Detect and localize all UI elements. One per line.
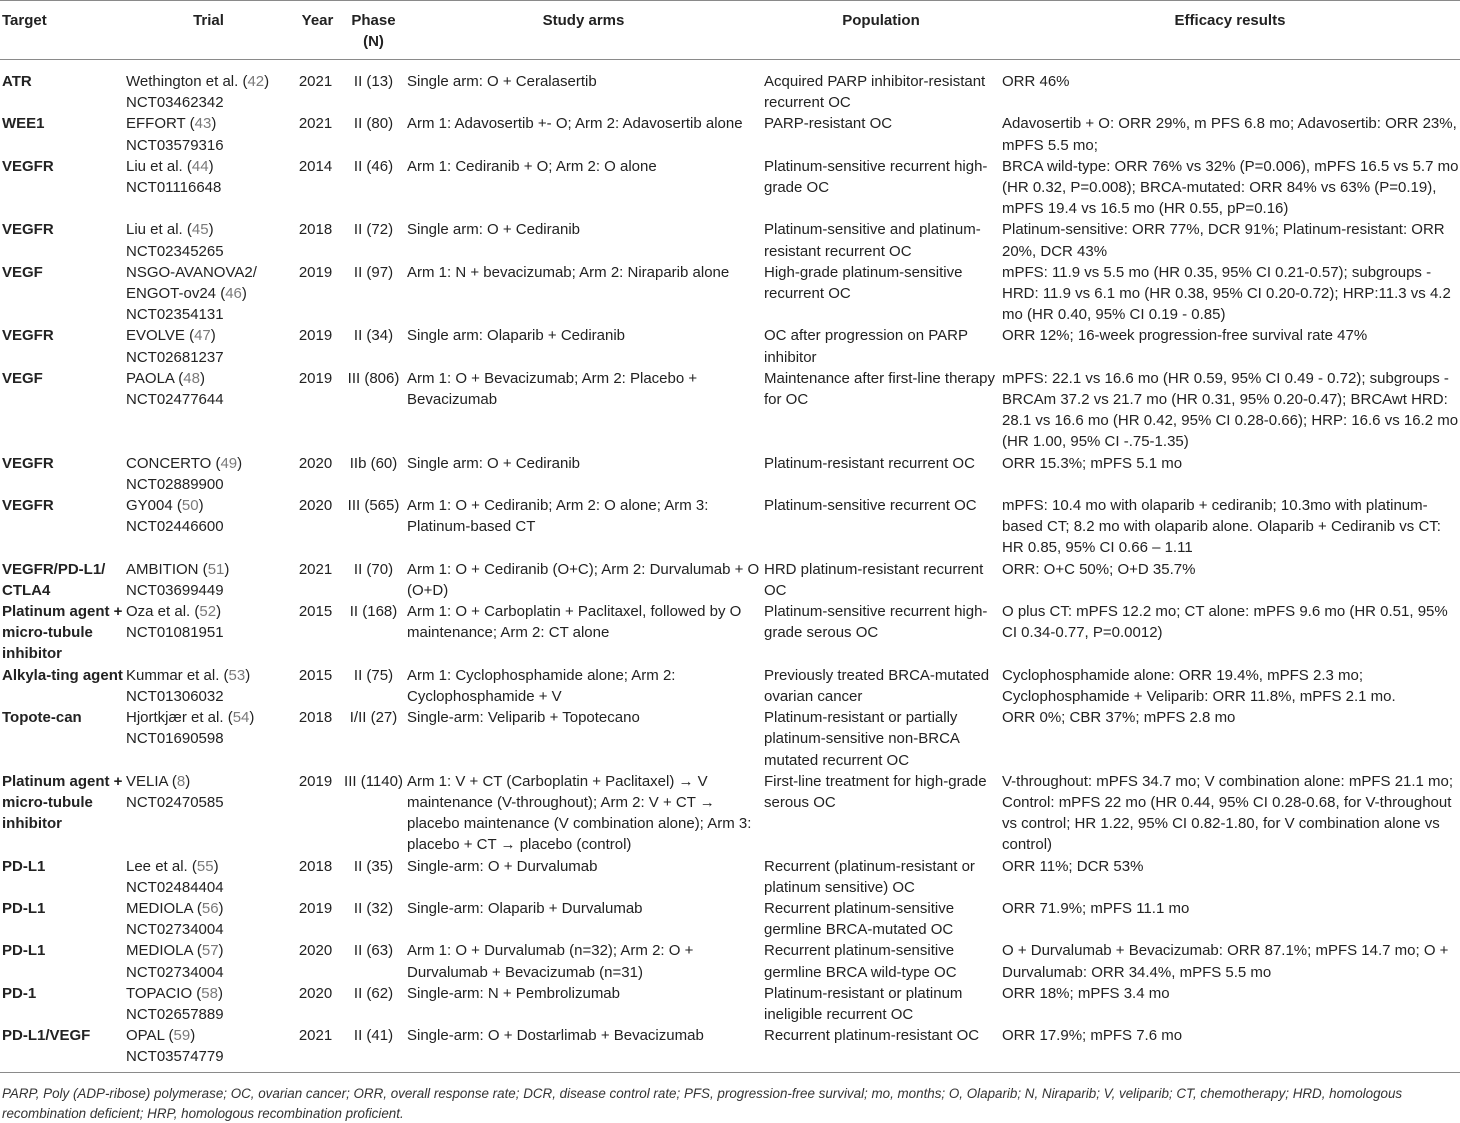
cell-population: Platinum-sensitive recurrent OC bbox=[764, 497, 977, 515]
target-text: Topote-can bbox=[2, 709, 82, 727]
target-text: PD-L1 bbox=[2, 899, 46, 917]
table-body bbox=[0, 60, 1460, 1073]
cell-year: 2021 bbox=[298, 560, 333, 578]
target-text: VEGFR bbox=[2, 454, 54, 472]
cell-efficacy: Adavosertib + O: ORR 29%, m PFS 6.8 mo; Adavosertib: ORR 23%, mPFS 5.5 mo; bbox=[1002, 115, 1457, 154]
cell-efficacy: ORR 11%; DCR 53% bbox=[1002, 857, 1144, 875]
cell-phase: II (13) bbox=[353, 73, 394, 90]
reference-link[interactable]: 58 bbox=[201, 984, 218, 1002]
cell-population: Platinum-resistant recurrent OC bbox=[764, 454, 975, 472]
cell-trial: Liu et al. (44) NCT01116648 bbox=[126, 157, 222, 197]
cell-trial: EFFORT (43) NCT03579316 bbox=[126, 115, 224, 154]
trial-name: Wethington et al. bbox=[126, 73, 239, 90]
cell-efficacy: ORR 18%; mPFS 3.4 mo bbox=[1002, 984, 1170, 1002]
cell-year: 2019 bbox=[298, 327, 333, 345]
reference-link[interactable]: 56 bbox=[201, 899, 219, 917]
nct-id: NCT02470585 bbox=[126, 793, 224, 811]
target-text: Platinum agent + micro-tubule inhibitor bbox=[2, 772, 123, 833]
trial-name: PAOLA bbox=[126, 369, 175, 387]
nct-id: NCT01116648 bbox=[126, 179, 222, 197]
cell-year: 2019 bbox=[298, 263, 333, 281]
header-trial: Trial bbox=[124, 1, 293, 60]
table-row bbox=[0, 559, 1460, 601]
cell-efficacy: O + Durvalumab + Bevacizumab: ORR 87.1%; mPFS 14.7 mo; O + Durvalumab: ORR 34.4%, mPFS 5.5 mo bbox=[1002, 942, 1449, 981]
cell-phase: II (35) bbox=[353, 857, 394, 875]
trial-name: Hjortkjær et al. bbox=[126, 709, 224, 727]
target-text: PD-1 bbox=[2, 984, 37, 1002]
trial-name: NSGO-AVANOVA2/ ENGOT-ov24 bbox=[126, 263, 257, 303]
cell-trial: Lee et al. (55) NCT02484404 bbox=[126, 857, 224, 896]
cell-target bbox=[0, 325, 124, 367]
cell-study-arms: Single arm: Olaparib + Cediranib bbox=[407, 327, 626, 345]
table-row bbox=[0, 262, 1460, 326]
cell-efficacy: Platinum-sensitive: ORR 77%, DCR 91%; Platinum-resistant: ORR 20%, DCR 43% bbox=[1002, 221, 1445, 260]
cell-year: 2021 bbox=[298, 115, 333, 133]
target-text: PD-L1/VEGF bbox=[2, 1027, 91, 1045]
nct-id: NCT02477644 bbox=[126, 391, 224, 409]
cell-study-arms: Arm 1: O + Cediranib (O+C); Arm 2: Durvalumab + O (O+D) bbox=[407, 560, 760, 599]
target-text: ATR bbox=[2, 73, 32, 90]
cell-study-arms: Single-arm: O + Dostarlimab + Bevacizumab bbox=[405, 1025, 762, 1072]
cell-trial: EVOLVE (47) NCT02681237 bbox=[126, 327, 224, 366]
cell-study-arms: Single-arm: N + Pembrolizumab bbox=[407, 984, 620, 1002]
cell-phase: II (97) bbox=[353, 263, 394, 281]
cell-target bbox=[0, 601, 124, 665]
cell-phase: II (80) bbox=[353, 115, 394, 133]
cell-efficacy: O plus CT: mPFS 12.2 mo; CT alone: mPFS 9.6 mo (HR 0.51, 95% CI 0.34-0.77, P=0.0012) bbox=[1002, 603, 1448, 642]
cell-phase: IIb (60) bbox=[349, 454, 398, 472]
nct-id: NCT02681237 bbox=[126, 348, 224, 366]
cell-target bbox=[0, 707, 124, 771]
nct-id: NCT01306032 bbox=[126, 687, 224, 705]
nct-id: NCT03579316 bbox=[126, 136, 224, 154]
nct-id: NCT03699449 bbox=[126, 581, 224, 599]
trial-name: VELIA bbox=[126, 772, 168, 790]
cell-target bbox=[0, 219, 124, 261]
target-text: VEGFR bbox=[2, 497, 54, 515]
cell-phase: II (168) bbox=[349, 603, 398, 621]
nct-id: NCT02345265 bbox=[126, 242, 224, 260]
target-text: VEGFR bbox=[2, 327, 54, 345]
target-text: PD-L1 bbox=[2, 857, 46, 875]
target-text: VEGFR bbox=[2, 221, 54, 239]
cell-target bbox=[0, 156, 124, 220]
cell-population: First-line treatment for high-grade serous OC bbox=[764, 772, 987, 811]
cell-target bbox=[0, 898, 124, 940]
cell-phase: II (75) bbox=[353, 666, 394, 684]
cell-study-arms: Single-arm: O + Durvalumab bbox=[407, 857, 598, 875]
nct-id: NCT02734004 bbox=[126, 963, 224, 981]
cell-study-arms: Single arm: O + Ceralasertib bbox=[407, 73, 597, 90]
reference-link[interactable]: 46 bbox=[225, 285, 242, 303]
nct-id: NCT02446600 bbox=[126, 518, 224, 536]
reference-link[interactable]: 43 bbox=[194, 115, 212, 133]
cell-population: Recurrent (platinum-resistant or platinum sensitive) OC bbox=[764, 857, 975, 896]
cell-phase: II (62) bbox=[353, 984, 394, 1002]
cell-efficacy: mPFS: 22.1 vs 16.6 mo (HR 0.59, 95% CI 0.49 - 0.72); subgroups - BRCAm 37.2 vs 21.7 mo (HR 0.31, 95% 0.20-0.47); BRCAwt HRD: 28.1 vs 16.6 mo (HR 0.42, 95% CI 0.28-0.66); HRP: 16.6 vs 16.2 mo (HR 1.00, 95% CI -.75-1.35) bbox=[1002, 369, 1459, 451]
reference-link[interactable]: 49 bbox=[220, 454, 238, 472]
target-text: VEGFR/PD-L1/ CTLA4 bbox=[2, 560, 106, 599]
cell-efficacy: ORR: O+C 50%; O+D 35.7% bbox=[1002, 560, 1196, 578]
cell-year: 2019 bbox=[298, 899, 333, 917]
trial-name: MEDIOLA bbox=[126, 942, 193, 960]
cell-study-arms: Arm 1: N + bevacizumab; Arm 2: Niraparib alone bbox=[407, 263, 730, 281]
table-row bbox=[0, 771, 1460, 856]
cell-study-arms: Single-arm: Olaparib + Durvalumab bbox=[407, 899, 643, 917]
trial-name: GY004 bbox=[126, 497, 173, 515]
header-phase: Phase (N) bbox=[342, 1, 405, 60]
cell-trial: MEDIOLA (56) NCT02734004 bbox=[126, 899, 224, 939]
cell-study-arms: Arm 1: O + Carboplatin + Paclitaxel, followed by O maintenance; Arm 2: CT alone bbox=[407, 603, 742, 642]
reference-link[interactable]: 55 bbox=[196, 857, 214, 875]
cell-year: 2018 bbox=[298, 709, 333, 727]
cell-efficacy: ORR 46% bbox=[1002, 73, 1070, 90]
table-row bbox=[0, 219, 1460, 261]
cell-population: Previously treated BRCA-mutated ovarian cancer bbox=[764, 666, 990, 705]
nct-id: NCT01081951 bbox=[126, 624, 224, 642]
trial-name: AMBITION bbox=[126, 560, 199, 578]
table-row bbox=[0, 325, 1460, 367]
trial-name: Kummar et al. bbox=[126, 666, 220, 684]
nct-id: NCT02354131 bbox=[126, 306, 224, 324]
cell-study-arms: Single-arm: Veliparib + Topotecano bbox=[407, 709, 640, 727]
cell-target bbox=[0, 665, 124, 707]
cell-year: 2021 bbox=[293, 1025, 342, 1072]
cell-phase: II (41) bbox=[342, 1025, 405, 1072]
cell-efficacy: BRCA wild-type: ORR 76% vs 32% (P=0.006), mPFS 16.5 vs 5.7 mo (HR 0.32, P=0.008); BRCA-mutated: ORR 84% vs 63% (P=0.19), mPFS 19.4 vs 16.5 mo (HR 0.55, pP=0.16) bbox=[1002, 157, 1459, 218]
table-row bbox=[0, 113, 1460, 155]
cell-trial: CONCERTO (49) NCT02889900 bbox=[126, 454, 243, 493]
table-row bbox=[0, 940, 1460, 982]
cell-population: Recurrent platinum-resistant OC bbox=[762, 1025, 1000, 1072]
cell-target bbox=[0, 983, 124, 1025]
cell-phase: II (72) bbox=[353, 221, 394, 239]
trial-name: TOPACIO bbox=[126, 984, 193, 1002]
trial-name: Liu et al. bbox=[126, 221, 183, 239]
cell-study-arms: Arm 1: V + CT (Carboplatin + Paclitaxel) → V maintenance (V-throughout); Arm 2: V + CT → placebo maintenance (V combination alone); Arm 3: placebo + CT → placebo (control) bbox=[407, 772, 752, 854]
cell-study-arms: Arm 1: Cediranib + O; Arm 2: O alone bbox=[407, 157, 657, 175]
table-footnote: PARP, Poly (ADP-ribose) polymerase; OC, ovarian cancer; ORR, overall response rate; DCR, disease control rate; PFS, progression-free survival; mo, months; O, Olaparib; N, Niraparib; V, veliparib; CT, chemotherapy; HRD, homologous recombination deficient; HRP, homologous recombination proficient. bbox=[2, 1086, 1403, 1121]
cell-efficacy: mPFS: 11.9 vs 5.5 mo (HR 0.35, 95% CI 0.21-0.57); subgroups - HRD: 11.9 vs 6.1 mo (HR 0.38, 95% CI 0.20-0.72); HRP:11.3 vs 4.2 mo (HR 0.40, 95% CI 0.19 - 0.85) bbox=[1002, 263, 1451, 324]
cell-population: PARP-resistant OC bbox=[764, 115, 893, 133]
nct-id: NCT02657889 bbox=[126, 1005, 224, 1023]
target-text: VEGFR bbox=[2, 157, 54, 175]
cell-target bbox=[0, 559, 124, 601]
trial-name: MEDIOLA bbox=[126, 899, 193, 917]
cell-trial: NSGO-AVANOVA2/ ENGOT-ov24 (46) NCT02354131 bbox=[126, 263, 257, 324]
cell-year: 2020 bbox=[298, 942, 333, 960]
cell-efficacy: ORR 71.9%; mPFS 11.1 mo bbox=[1002, 899, 1190, 917]
target-text: PD-L1 bbox=[2, 942, 46, 960]
cell-target bbox=[0, 113, 124, 155]
reference-link[interactable]: 47 bbox=[194, 327, 211, 345]
table-row bbox=[0, 1025, 1460, 1072]
cell-efficacy: ORR 17.9%; mPFS 7.6 mo bbox=[1000, 1025, 1460, 1072]
reference-link[interactable]: 51 bbox=[207, 560, 225, 578]
cell-target bbox=[0, 453, 124, 495]
cell-year: 2018 bbox=[298, 221, 333, 239]
reference-link[interactable]: 44 bbox=[191, 157, 209, 175]
header-efficacy: Efficacy results bbox=[1000, 1, 1460, 60]
table-row bbox=[0, 707, 1460, 771]
cell-population: Platinum-sensitive and platinum-resistant recurrent OC bbox=[764, 221, 981, 260]
cell-study-arms: Arm 1: Adavosertib +- O; Arm 2: Adavosertib alone bbox=[407, 115, 743, 133]
trial-name: Oza et al. bbox=[126, 603, 191, 621]
cell-phase: II (46) bbox=[353, 157, 394, 175]
cell-population: Platinum-resistant or partially platinum-sensitive non-BRCA mutated recurrent OC bbox=[764, 709, 960, 769]
cell-study-arms: Arm 1: O + Bevacizumab; Arm 2: Placebo + Bevacizumab bbox=[407, 369, 698, 409]
cell-efficacy: ORR 12%; 16-week progression-free survival rate 47% bbox=[1002, 327, 1368, 345]
cell-population: Platinum-resistant or platinum ineligible recurrent OC bbox=[764, 984, 963, 1023]
cell-trial: Liu et al. (45) NCT02345265 bbox=[126, 221, 224, 260]
cell-population: Platinum-sensitive recurrent high-grade OC bbox=[764, 157, 988, 197]
cell-phase: III (1140) bbox=[344, 772, 403, 790]
cell-efficacy: ORR 0%; CBR 37%; mPFS 2.8 mo bbox=[1002, 709, 1236, 727]
cell-year: 2015 bbox=[298, 603, 333, 621]
table-row bbox=[0, 453, 1460, 495]
cell-population: Recurrent platinum-sensitive germline BRCA wild-type OC bbox=[764, 942, 957, 981]
reference-link[interactable]: 52 bbox=[199, 603, 217, 621]
target-text: WEE1 bbox=[2, 115, 45, 133]
reference-link[interactable]: 59 bbox=[173, 1027, 191, 1045]
cell-trial: AMBITION (51) NCT03699449 bbox=[126, 560, 230, 599]
cell-year: 2020 bbox=[298, 984, 333, 1002]
cell-trial: PAOLA (48) NCT02477644 bbox=[126, 369, 224, 409]
cell-phase: III (806) bbox=[347, 369, 400, 387]
target-text: VEGF bbox=[2, 369, 43, 387]
table-row bbox=[0, 156, 1460, 220]
cell-study-arms: Single arm: O + Cediranib bbox=[407, 454, 580, 472]
cell-trial: Hjortkjær et al. (54) NCT01690598 bbox=[126, 709, 255, 748]
cell-trial: Kummar et al. (53) NCT01306032 bbox=[126, 666, 251, 705]
cell-year: 2020 bbox=[298, 454, 333, 472]
cell-population: High-grade platinum-sensitive recurrent OC bbox=[764, 263, 963, 303]
cell-phase: I/II (27) bbox=[349, 709, 398, 727]
trial-name: EVOLVE bbox=[126, 327, 185, 345]
reference-link[interactable]: 50 bbox=[181, 497, 199, 515]
cell-population: OC after progression on PARP inhibitor bbox=[764, 327, 968, 366]
table-row bbox=[0, 856, 1460, 898]
reference-link[interactable]: 45 bbox=[191, 221, 209, 239]
reference-link[interactable]: 54 bbox=[232, 709, 250, 727]
cell-target bbox=[0, 262, 124, 326]
cell-year: 2018 bbox=[298, 857, 333, 875]
cell-population: Platinum-sensitive recurrent high-grade serous OC bbox=[764, 603, 988, 642]
cell-target bbox=[0, 771, 124, 856]
cell-year: 2015 bbox=[298, 666, 333, 684]
cell-trial: VELIA (8) NCT02470585 bbox=[126, 772, 224, 811]
table-row bbox=[0, 368, 1460, 453]
cell-trial: MEDIOLA (57) NCT02734004 bbox=[126, 942, 224, 981]
cell-efficacy: mPFS: 10.4 mo with olaparib + cediranib; 10.3mo with platinum-based CT; 8.2 mo with olaparib alone. Olaparib + Cediranib vs CT: HR 0.85, 95% CI 0.66 – 1.11 bbox=[1002, 497, 1441, 557]
cell-target bbox=[0, 495, 124, 559]
cell-study-arms: Single arm: O + Cediranib bbox=[407, 221, 580, 239]
cell-trial: TOPACIO (58) NCT02657889 bbox=[126, 984, 224, 1023]
cell-year: 2019 bbox=[298, 369, 333, 387]
target-text: Platinum agent + micro-tubule inhibitor bbox=[2, 603, 123, 663]
cell-target bbox=[0, 940, 124, 982]
cell-target bbox=[0, 368, 124, 453]
cell-phase: II (63) bbox=[353, 942, 394, 960]
table-row bbox=[0, 601, 1460, 665]
table-row bbox=[0, 60, 1460, 114]
cell-study-arms: Arm 1: O + Durvalumab (n=32); Arm 2: O + Durvalumab + Bevacizumab (n=31) bbox=[407, 942, 694, 981]
reference-link[interactable]: 48 bbox=[183, 369, 200, 387]
trial-name: EFFORT bbox=[126, 115, 186, 133]
table-row bbox=[0, 898, 1460, 940]
cell-efficacy: Cyclophosphamide alone: ORR 19.4%, mPFS 2.3 mo; Cyclophosphamide + Veliparib: ORR 11.8%, mPFS 2.1 mo. bbox=[1002, 666, 1396, 705]
cell-target bbox=[0, 1025, 124, 1072]
nct-id: NCT02734004 bbox=[126, 921, 224, 939]
cell-year: 2014 bbox=[298, 157, 333, 175]
cell-phase: II (34) bbox=[353, 327, 394, 345]
cell-phase: II (32) bbox=[353, 899, 394, 917]
table-row bbox=[0, 495, 1460, 559]
cell-population: Maintenance after first-line therapy for OC bbox=[764, 369, 995, 409]
cell-population: Acquired PARP inhibitor-resistant recurrent OC bbox=[764, 73, 986, 112]
cell-trial: Oza et al. (52) NCT01081951 bbox=[126, 603, 224, 642]
table-row bbox=[0, 983, 1460, 1025]
nct-id: NCT01690598 bbox=[126, 730, 224, 748]
cell-year: 2021 bbox=[298, 73, 333, 90]
cell-study-arms: Arm 1: Cyclophosphamide alone; Arm 2: Cyclophosphamide + V bbox=[407, 666, 676, 705]
nct-id: NCT02889900 bbox=[126, 475, 224, 493]
cell-population: HRD platinum-resistant recurrent OC bbox=[764, 560, 984, 599]
reference-link[interactable]: 53 bbox=[228, 666, 246, 684]
cell-year: 2020 bbox=[298, 497, 333, 515]
trial-name: OPAL bbox=[126, 1027, 165, 1045]
nct-id: NCT03574779 bbox=[126, 1048, 224, 1066]
header-year: Year bbox=[293, 1, 342, 60]
trial-name: CONCERTO bbox=[126, 454, 212, 472]
header-row bbox=[0, 1, 1460, 60]
trial-name: Lee et al. bbox=[126, 857, 188, 875]
cell-population: Recurrent platinum-sensitive germline BRCA-mutated OC bbox=[764, 899, 955, 939]
cell-phase: II (70) bbox=[353, 560, 394, 578]
header-population: Population bbox=[762, 1, 1000, 60]
cell-year: 2019 bbox=[298, 772, 333, 790]
target-text: VEGF bbox=[2, 263, 43, 281]
cell-trial: OPAL (59) NCT03574779 bbox=[124, 1025, 293, 1072]
cell-target bbox=[0, 856, 124, 898]
cell-trial: Wethington et al. (42) NCT03462342 bbox=[126, 73, 270, 112]
header-study-arms: Study arms bbox=[405, 1, 762, 60]
trial-name: Liu et al. bbox=[126, 157, 183, 175]
cell-phase: III (565) bbox=[347, 497, 400, 515]
cell-target bbox=[0, 60, 124, 114]
reference-link[interactable]: 42 bbox=[247, 73, 265, 90]
table-row bbox=[0, 665, 1460, 707]
header-target: Target bbox=[0, 1, 124, 60]
cell-efficacy: ORR 15.3%; mPFS 5.1 mo bbox=[1002, 454, 1183, 472]
nct-id: NCT02484404 bbox=[126, 878, 224, 896]
nct-id: NCT03462342 bbox=[126, 94, 224, 112]
cell-study-arms: Arm 1: O + Cediranib; Arm 2: O alone; Arm 3: Platinum-based CT bbox=[407, 497, 709, 536]
reference-link[interactable]: 8 bbox=[176, 772, 186, 790]
target-text: Alkyla-ting agent bbox=[2, 666, 123, 684]
cell-efficacy: V-throughout: mPFS 34.7 mo; V combination alone: mPFS 21.1 mo; Control: mPFS 22 mo (HR 0.44, 95% CI 0.28-0.68, for V-throughout vs control; HR 1.22, 95% CI 0.82-1.80, for V combination alone vs control) bbox=[1002, 772, 1454, 854]
reference-link[interactable]: 57 bbox=[201, 942, 219, 960]
cell-trial: GY004 (50) NCT02446600 bbox=[126, 497, 224, 536]
